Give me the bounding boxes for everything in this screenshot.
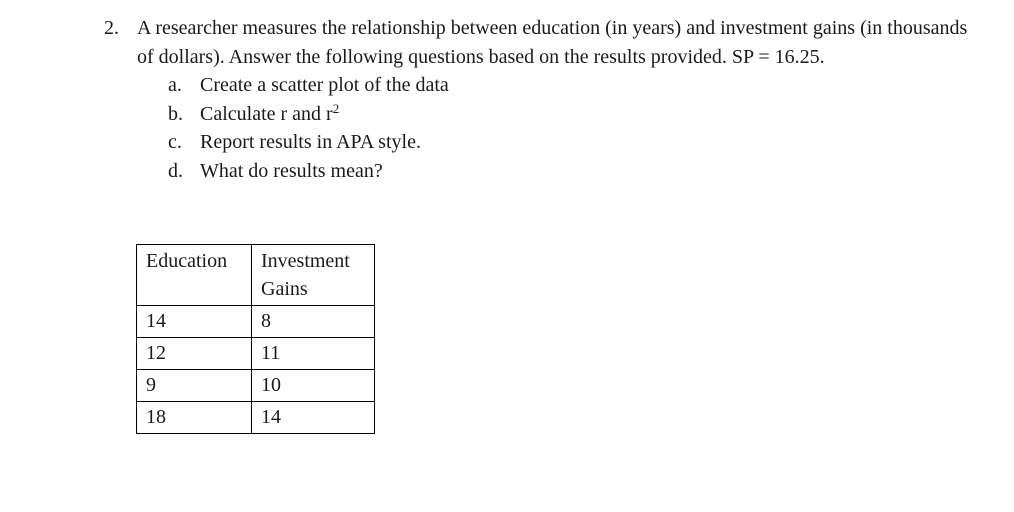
table-row	[137, 402, 375, 434]
subquestion-letter: c.	[168, 131, 182, 153]
header-education: Education	[137, 245, 252, 306]
subquestion-list	[104, 71, 984, 185]
subquestion-letter: a.	[168, 74, 182, 96]
table-row	[137, 338, 375, 370]
question-text: A researcher measures the relationship between education (in years) and investment gains (in thousands of dollars). Answer the following questions based on the results provided. SP = 16.25.	[137, 17, 968, 68]
subquestion-text: What do results mean?	[200, 159, 383, 182]
table-header-row	[137, 245, 375, 306]
table-row	[137, 306, 375, 338]
data-table	[136, 244, 375, 434]
cell-education: 18	[137, 402, 252, 434]
cell-investment-gains: 8	[252, 306, 375, 338]
superscript-two: 2	[332, 100, 340, 116]
cell-education: 12	[137, 338, 252, 370]
subquestion-letter: b.	[168, 102, 183, 125]
cell-education: 9	[137, 370, 252, 402]
subquestion-text: Create a scatter plot of the data	[200, 74, 449, 96]
question-block	[104, 14, 984, 185]
table-row	[137, 370, 375, 402]
subquestion-b	[168, 100, 984, 129]
subquestion-c	[168, 128, 984, 157]
subquestion-text: Report results in APA style.	[200, 131, 421, 153]
subquestion-text: Calculate r and r	[200, 102, 333, 125]
header-investment-gains: Investment Gains	[252, 245, 375, 306]
cell-investment-gains: 11	[252, 338, 375, 370]
question-stem	[104, 14, 984, 71]
subquestion-d	[168, 157, 984, 186]
cell-investment-gains: 10	[252, 370, 375, 402]
cell-education: 14	[137, 306, 252, 338]
question-number: 2.	[104, 17, 119, 39]
subquestion-letter: d.	[168, 159, 183, 182]
cell-investment-gains: 14	[252, 402, 375, 434]
subquestion-a	[168, 71, 984, 100]
